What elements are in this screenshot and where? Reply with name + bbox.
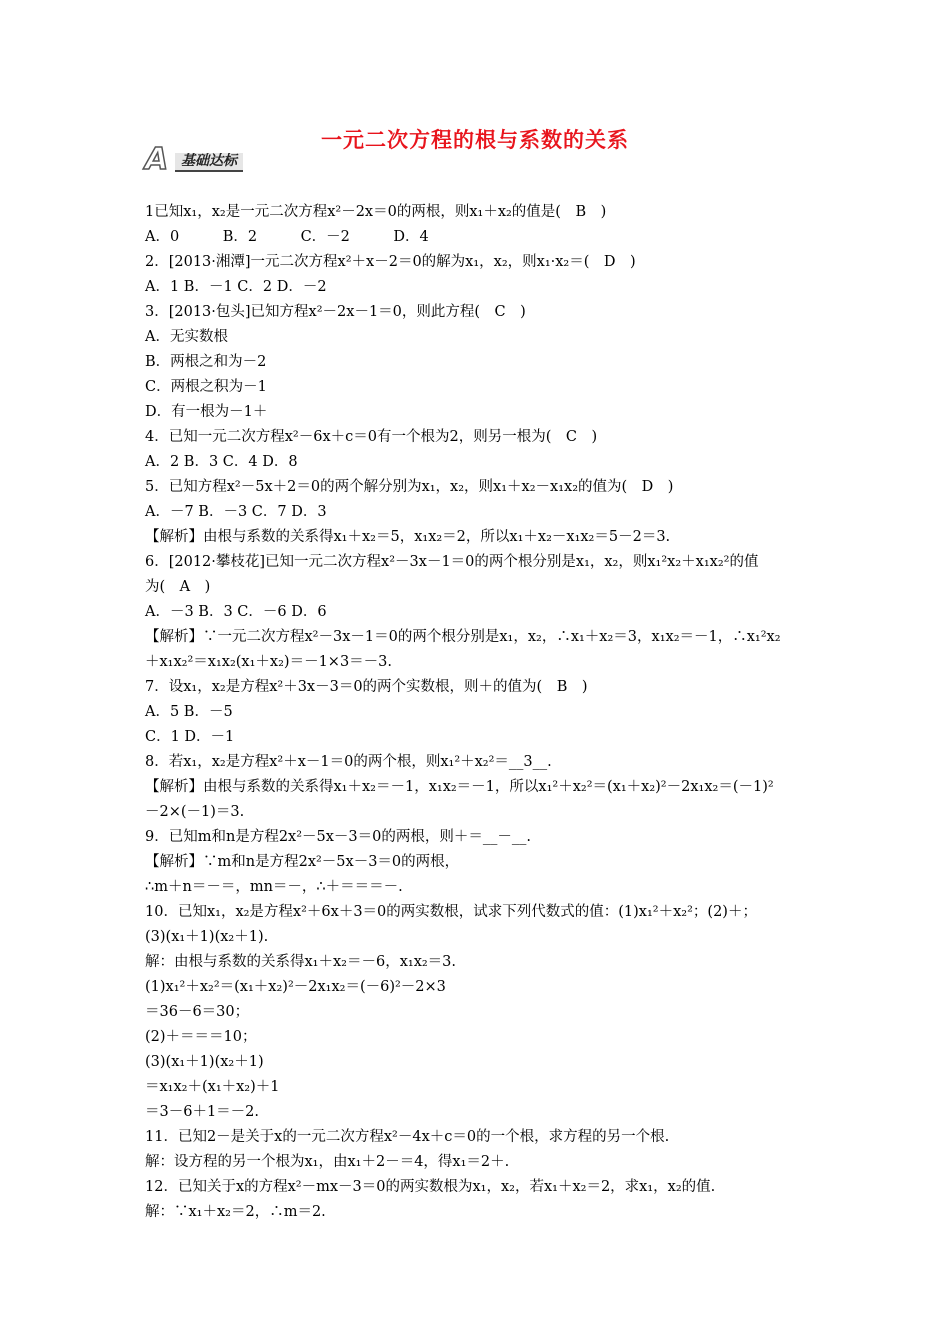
text-line: (3)(x₁＋1)(x₂＋1)	[145, 1054, 264, 1070]
text-line: 【解析】∵一元二次方程x²－3x－1＝0的两个根分别是x₁，x₂，∴x₁＋x₂＝3，x₁x₂＝－1，∴x₁²x₂	[145, 629, 781, 645]
text-line: 7．设x₁，x₂是方程x²＋3x－3＝0的两个实数根，则＋的值为( B )	[145, 679, 588, 695]
text-line: 11．已知2－是关于x的一元二次方程x²－4x＋c＝0的一个根，求方程的另一个根.	[145, 1129, 670, 1145]
text-line: ＋x₁x₂²＝x₁x₂(x₁＋x₂)＝－1×3＝－3.	[145, 654, 393, 670]
text-line: 解：∵x₁＋x₂＝2，∴m＝2.	[145, 1204, 326, 1220]
text-line: －2×(－1)＝3.	[145, 804, 245, 820]
text-line: 10．已知x₁，x₂是方程x²＋6x＋3＝0的两实数根，试求下列代数式的值：(1)x₁²＋x₂²；(2)＋；	[145, 904, 757, 920]
text-line: A．－3 B．3 C．－6 D．6	[145, 604, 327, 620]
text-line: 为( A )	[145, 579, 211, 595]
text-line: ＝3－6＋1＝－2.	[145, 1104, 260, 1120]
text-line: (1)x₁²＋x₂²＝(x₁＋x₂)²－2x₁x₂＝(－6)²－2×3	[145, 979, 446, 995]
text-line: 8．若x₁，x₂是方程x²＋x－1＝0的两个根，则x₁²＋x₂²＝__3__.	[145, 754, 552, 770]
text-line: A．5 B．－5	[145, 704, 233, 720]
text-line: D．有一根为－1＋	[145, 404, 268, 420]
text-line: 【解析】由根与系数的关系得x₁＋x₂＝5，x₁x₂＝2，所以x₁＋x₂－x₁x₂＝5－2＝3.	[145, 529, 671, 545]
text-line: A．无实数根	[145, 329, 228, 345]
text-line: A．1 B．－1 C．2 D．－2	[145, 279, 327, 295]
text-line: 6．[2012·攀枝花]已知一元二次方程x²－3x－1＝0的两个根分别是x₁，x₂，则x₁²x₂＋x₁x₂²的值	[145, 554, 759, 570]
text-line: ＝x₁x₂＋(x₁＋x₂)＋1	[145, 1079, 280, 1095]
text-line: 【解析】∵m和n是方程2x²－5x－3＝0的两根，	[145, 854, 460, 870]
text-line: 1已知x₁，x₂是一元二次方程x²－2x＝0的两根，则x₁＋x₂的值是( B )	[145, 204, 607, 220]
section-badge-label: 基础达标	[175, 153, 243, 172]
text-line: (2)＋＝＝＝10；	[145, 1029, 257, 1045]
text-line: ＝36－6＝30；	[145, 1004, 250, 1020]
document-title: 一元二次方程的根与系数的关系	[321, 128, 629, 152]
text-line: A．0 B．2 C．－2 D．4	[145, 229, 429, 245]
text-line: 9．已知m和n是方程2x²－5x－3＝0的两根，则＋＝__－__.	[145, 829, 531, 845]
text-line: C．两根之积为－1	[145, 379, 267, 395]
text-line: ∴m＋n＝－＝，mn＝－，∴＋＝＝＝－.	[145, 879, 403, 895]
text-line: 5．已知方程x²－5x＋2＝0的两个解分别为x₁，x₂，则x₁＋x₂－x₁x₂的值为( D )	[145, 479, 674, 495]
text-line: B．两根之和为－2	[145, 354, 267, 370]
text-line: A．－7 B．－3 C．7 D．3	[145, 504, 327, 520]
text-line: 12．已知关于x的方程x²－mx－3＝0的两实数根为x₁，x₂，若x₁＋x₂＝2，求x₁，x₂的值.	[145, 1179, 716, 1195]
text-line: A．2 B．3 C．4 D．8	[145, 454, 298, 470]
text-line: C．1 D．－1	[145, 729, 235, 745]
text-line: 解：由根与系数的关系得x₁＋x₂＝－6，x₁x₂＝3.	[145, 954, 457, 970]
section-badge	[145, 142, 255, 177]
text-line: 解：设方程的另一个根为x₁，由x₁＋2－＝4，得x₁＝2＋.	[145, 1154, 510, 1170]
text-line: 3．[2013·包头]已知方程x²－2x－1＝0，则此方程( C )	[145, 304, 526, 320]
text-line: 2．[2013·湘潭]一元二次方程x²＋x－2＝0的解为x₁，x₂，则x₁·x₂＝( D )	[145, 254, 636, 270]
text-line: 【解析】由根与系数的关系得x₁＋x₂＝－1，x₁x₂＝－1，所以x₁²＋x₂²＝(x₁＋x₂)²－2x₁x₂＝(－1)²	[145, 779, 774, 795]
exercise-content	[145, 200, 825, 1225]
text-line: (3)(x₁＋1)(x₂＋1).	[145, 929, 269, 945]
text-line: 4．已知一元二次方程x²－6x＋c＝0有一个根为2，则另一根为( C )	[145, 429, 598, 445]
section-badge-letter: A	[145, 142, 169, 177]
